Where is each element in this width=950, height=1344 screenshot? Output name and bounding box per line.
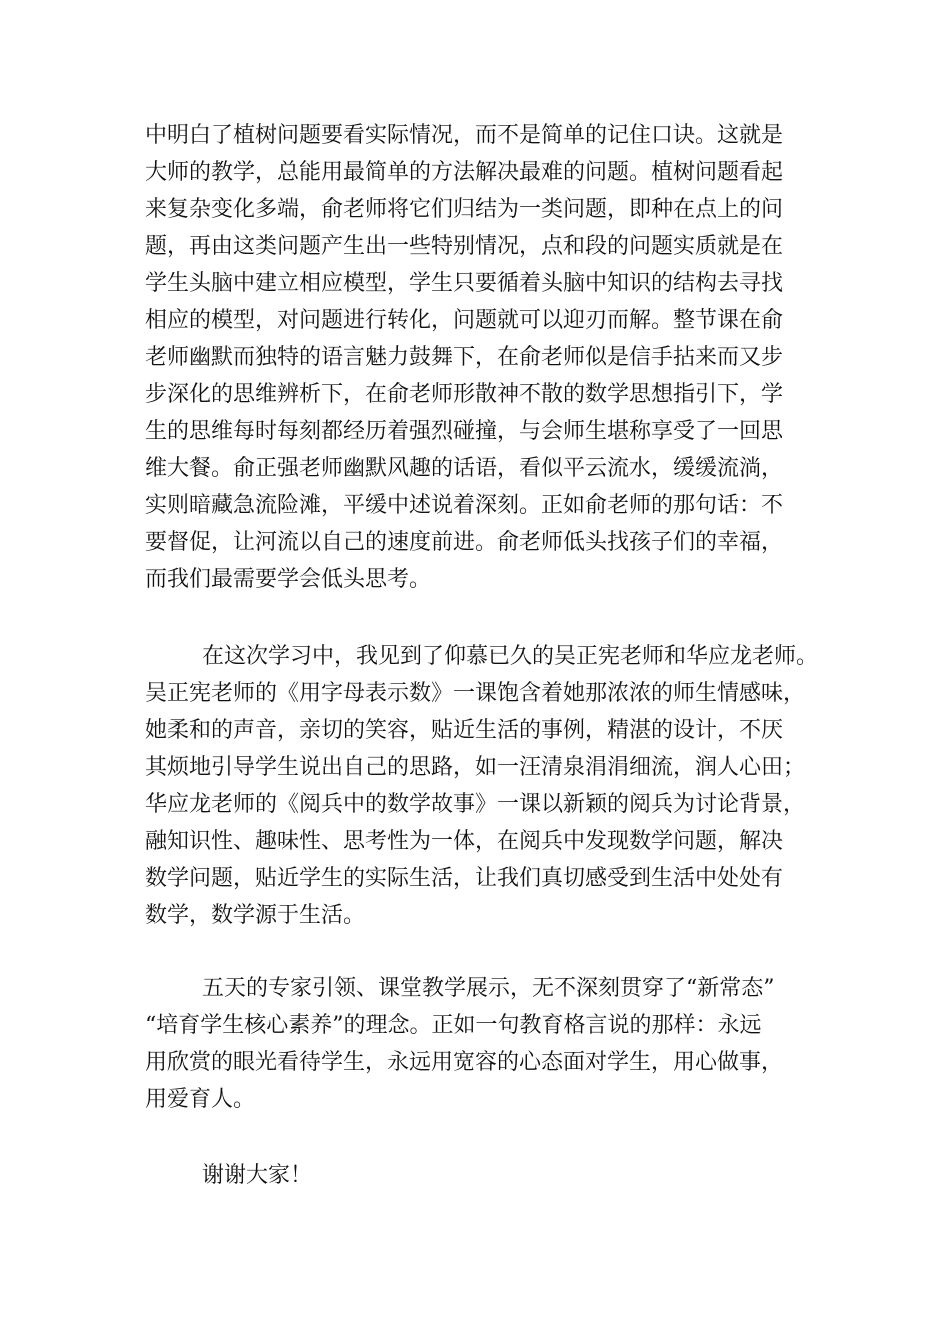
paragraph-1 xyxy=(145,117,815,598)
text-line: 题，再由这类问题产生出一些特别情况，点和段的问题实质就是在 xyxy=(145,234,784,259)
text-line: 用爱育人。 xyxy=(145,1087,256,1112)
paragraph-2 xyxy=(145,638,819,934)
text-line: 来复杂变化多端，俞老师将它们归结为一类问题，即种在点上的问 xyxy=(145,197,784,222)
text-line: 中明白了植树问题要看实际情况，而不是简单的记住口诀。这就是 xyxy=(145,123,784,148)
text-line: 融知识性、趣味性、思考性为一体，在阅兵中发现数学问题，解决 xyxy=(145,829,784,854)
text-line: 数学问题，贴近学生的实际生活，让我们真切感受到生活中处处有 xyxy=(145,866,784,891)
text-line: 谢谢大家！ xyxy=(202,1163,313,1188)
text-line: 大师的教学，总能用最简单的方法解决最难的问题。植树问题看起 xyxy=(145,160,784,185)
text-line: 生的思维每时每刻都经历着强烈碰撞，与会师生堪称享受了一回思 xyxy=(145,419,784,444)
text-line: 维大餐。俞正强老师幽默风趣的话语，看似平云流水，缓缓流淌， xyxy=(145,456,784,481)
text-line: 而我们最需要学会低头思考。 xyxy=(145,567,432,592)
text-line: 步深化的思维辨析下，在俞老师形散神不散的数学思想指引下，学 xyxy=(145,382,784,407)
text-line: 用欣赏的眼光看待学生，永远用宽容的心态面对学生，用心做事， xyxy=(145,1050,784,1075)
text-line: 实则暗藏急流险滩，平缓中述说着深刻。正如俞老师的那句话：不 xyxy=(145,493,784,518)
text-line: 她柔和的声音，亲切的笑容，贴近生活的事例，精湛的设计，不厌 xyxy=(145,718,784,743)
paragraph-3 xyxy=(145,970,815,1118)
text-line: 数学，数学源于生活。 xyxy=(145,903,366,928)
text-line: 五天的专家引领、课堂教学展示，无不深刻贯穿了“新常态” xyxy=(202,976,775,1001)
text-line: 其烦地引导学生说出自己的思路，如一汪清泉涓涓细流，润人心田； xyxy=(145,755,806,780)
text-line: 华应龙老师的《阅兵中的数学故事》一课以新颖的阅兵为讨论背景， xyxy=(145,792,806,817)
text-line: “培育学生核心素养”的理念。正如一句教育格言说的那样：永远 xyxy=(145,1013,762,1038)
text-line: 吴正宪老师的《用字母表示数》一课饱含着她那浓浓的师生情感味， xyxy=(145,681,806,706)
text-line: 老师幽默而独特的语言魅力鼓舞下，在俞老师似是信手拈来而又步 xyxy=(145,345,784,370)
text-line: 相应的模型，对问题进行转化，问题就可以迎刃而解。整节课在俞 xyxy=(145,308,784,333)
text-line: 要督促，让河流以自己的速度前进。俞老师低头找孩子们的幸福， xyxy=(145,530,784,555)
text-line: 在这次学习中，我见到了仰慕已久的吴正宪老师和华应龙老师。 xyxy=(202,644,819,669)
closing-paragraph xyxy=(145,1157,815,1194)
text-line: 学生头脑中建立相应模型，学生只要循着头脑中知识的结构去寻找 xyxy=(145,271,784,296)
